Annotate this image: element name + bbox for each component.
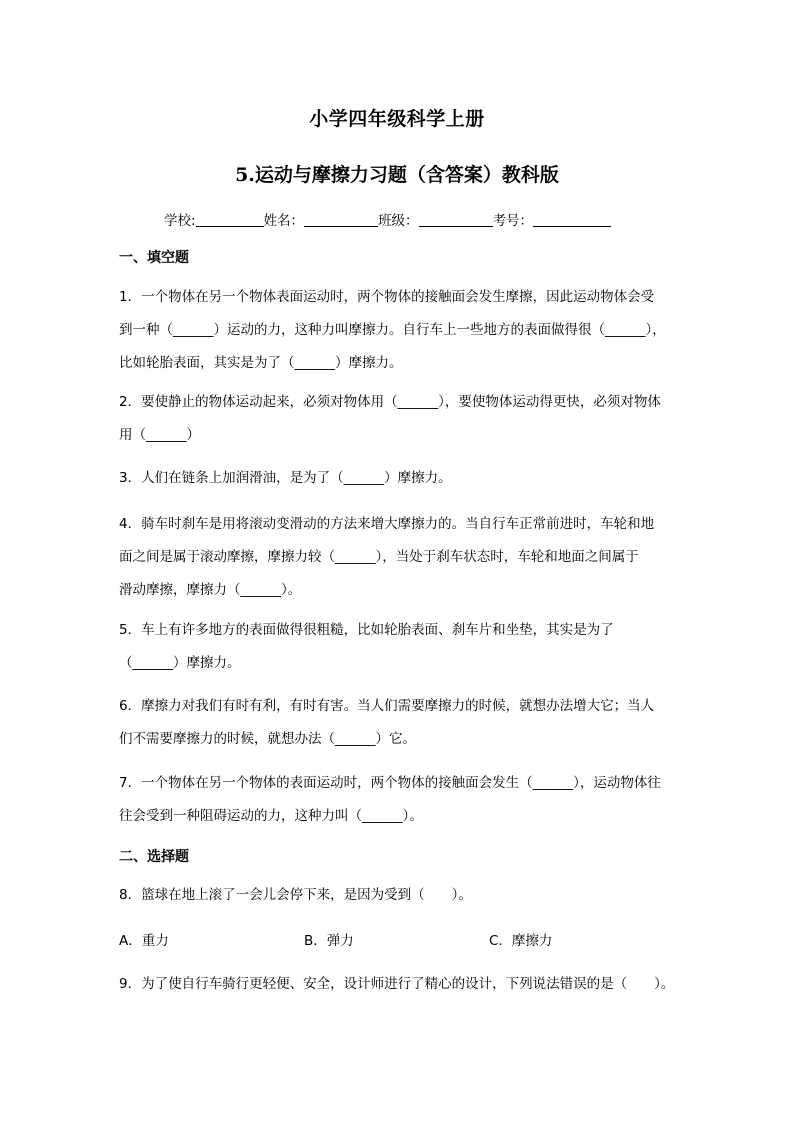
exam-no-blank[interactable] <box>533 225 611 227</box>
question-7 <box>119 767 691 833</box>
option-b[interactable]: B．弹力 <box>304 933 354 949</box>
section-choice-heading: 二、选择题 <box>119 849 189 865</box>
page-title: 小学四年级科学上册 <box>309 108 485 130</box>
question-2-line-1: 2．要使静止的物体运动起来，必须对物体用（______），要使物体运动得更快，必须对物体 <box>119 394 661 410</box>
question-8-line-1: 8．篮球在地上滚了一会儿会停下来，是因为受到（ ）。 <box>119 887 472 903</box>
school-label: 学校: <box>164 213 196 229</box>
question-5 <box>119 614 691 680</box>
question-3-line-1: 3．人们在链条上加润滑油，是为了（______）摩擦力。 <box>119 470 452 486</box>
option-a[interactable]: A．重力 <box>119 933 169 949</box>
exam-no-label: 考号： <box>492 213 534 229</box>
school-blank[interactable] <box>196 225 264 227</box>
question-6-line-2: 们不需要摩擦力的时候，就想办法（______）它。 <box>119 731 416 747</box>
question-2 <box>119 386 691 452</box>
student-info-row <box>164 209 611 229</box>
question-6 <box>119 690 691 756</box>
question-7-line-2: 往会受到一种阻碍运动的力，这种力叫（______）。 <box>119 808 423 824</box>
question-8 <box>119 879 691 912</box>
question-4 <box>119 508 691 607</box>
question-1-line-3: 比如轮胎表面，其实是为了（______）摩擦力。 <box>119 355 403 371</box>
question-4-line-2: 面之间是属于滚动摩擦，摩擦力较（______），当处于刹车状态时，车轮和地面之间属于 <box>119 549 639 565</box>
question-1 <box>119 281 691 380</box>
question-4-line-1: 4．骑车时刹车是用将滚动变滑动的方法来增大摩擦力的。当自行车正常前进时，车轮和地 <box>119 516 655 532</box>
question-8-options <box>119 929 691 951</box>
question-9-line-1: 9．为了使自行车骑行更轻便、安全，设计师进行了精心的设计，下列说法错误的是（ ）。 <box>119 976 675 992</box>
question-3 <box>119 462 691 495</box>
question-5-line-1: 5．车上有许多地方的表面做得很粗糙，比如轮胎表面、刹车片和坐垫，其实是为了 <box>119 622 614 638</box>
question-7-line-1: 7．一个物体在另一个物体的表面运动时，两个物体的接触面会发生（______），运动物体往 <box>119 775 661 791</box>
question-5-line-2: （______）摩擦力。 <box>119 655 241 671</box>
class-blank[interactable] <box>419 225 493 227</box>
name-blank[interactable] <box>304 225 378 227</box>
question-6-line-1: 6．摩擦力对我们有时有利，有时有害。当人们需要摩擦力的时候，就想办法增大它；当人 <box>119 698 655 714</box>
question-1-line-2: 到一种（______）运动的力，这种力叫摩擦力。自行车上一些地方的表面做得很（______）， <box>119 322 666 338</box>
class-label: 班级： <box>378 213 419 229</box>
question-9 <box>119 968 691 1001</box>
option-c[interactable]: C．摩擦力 <box>489 933 553 949</box>
question-4-line-3: 滑动摩擦，摩擦力（______）。 <box>119 582 302 598</box>
page-subtitle: 5.运动与摩擦力习题（含答案）教科版 <box>235 164 559 186</box>
section-fill-blank-heading: 一、填空题 <box>119 250 189 266</box>
question-2-line-2: 用（______） <box>119 427 200 443</box>
name-label: 姓名： <box>263 213 305 229</box>
question-1-line-1: 1．一个物体在另一个物体表面运动时，两个物体的接触面会发生摩擦，因此运动物体会受 <box>119 289 655 305</box>
